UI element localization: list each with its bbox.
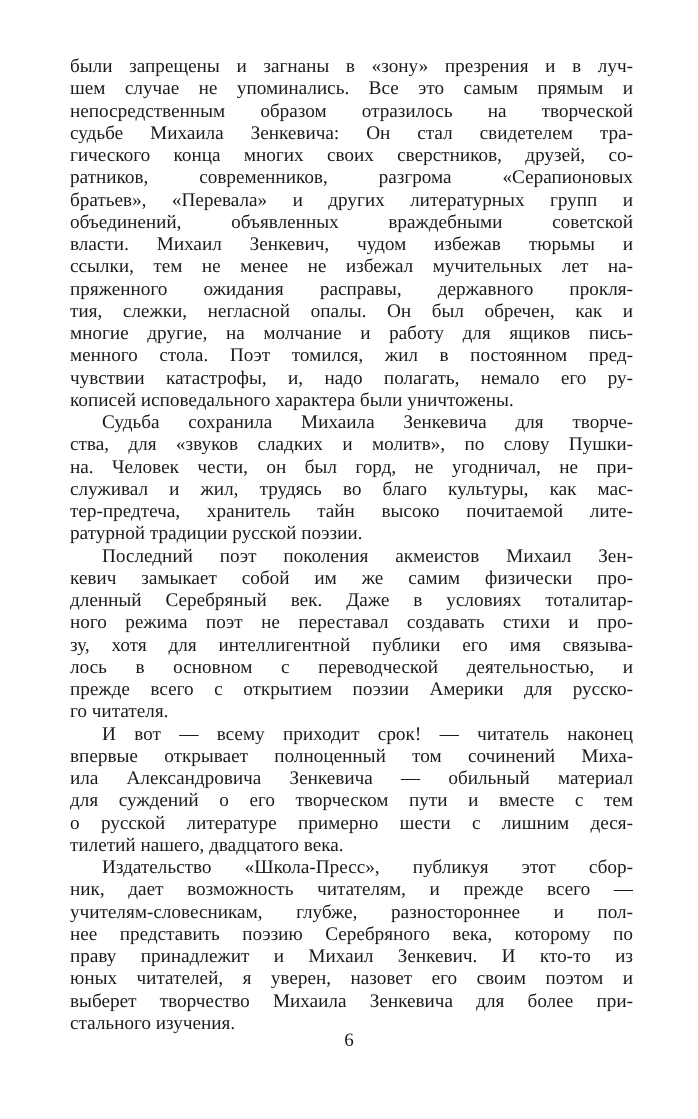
page-number: 6 bbox=[344, 1030, 354, 1051]
text-line: праву принадлежит и Михаил Зенкевич. И кто-то из bbox=[70, 946, 633, 967]
text-line: зу, хотя для интеллигентной публики его имя связыва- bbox=[70, 634, 633, 656]
text-line: гического конца многих своих сверстников, друзей, со- bbox=[70, 145, 633, 166]
text-line: ства, для «звуков сладких и молитв», по слову Пушки- bbox=[70, 434, 633, 456]
text-line: юных читателей, я уверен, назовет его своим поэтом и bbox=[70, 968, 633, 990]
text-line: дленный Серебряный век. Даже в условиях тоталитар- bbox=[70, 590, 633, 611]
text-line: го читателя. bbox=[70, 701, 169, 723]
paragraph-4 bbox=[70, 724, 633, 858]
text-line: И вот — всему приходит срок! — читатель наконец bbox=[102, 723, 633, 745]
text-line: выберет творчество Михаила Зенкевича для более при- bbox=[70, 990, 633, 1012]
text-line: для суждений о его творческом пути и вместе с тем bbox=[70, 790, 633, 812]
text-line: были запрещены и загнаны в «зону» презрения и в луч- bbox=[70, 56, 633, 77]
text-line: учителям-словесникам, глубже, разностороннее и пол- bbox=[70, 901, 633, 923]
text-line: ссылки, тем не менее не избежал мучительных лет на- bbox=[70, 256, 633, 278]
text-line: стального изучения. bbox=[70, 1012, 236, 1034]
text-line: кописей исповедального характера были уничтожены. bbox=[70, 389, 514, 411]
text-line: ила Александровича Зенкевича — обильный материал bbox=[70, 768, 633, 789]
text-line: тер-предтеча, хранитель тайн высоко почитаемой лите- bbox=[70, 501, 633, 522]
paragraph-2 bbox=[70, 412, 633, 546]
text-line: менного стола. Поэт томился, жил в постоянном пред- bbox=[70, 345, 633, 367]
text-line: ратников, современников, разгрома «Серапионовых bbox=[70, 167, 633, 189]
text-line: ратурной традиции русской поэзии. bbox=[70, 523, 363, 545]
paragraph-5 bbox=[70, 857, 633, 1035]
text-line: впервые открывает полноценный том сочинений Миха- bbox=[70, 745, 633, 767]
text-line: служивал и жил, трудясь во благо культуры, как мас- bbox=[70, 478, 633, 500]
text-line: братьев», «Перевала» и других литературных групп и bbox=[70, 189, 633, 211]
text-line: многие другие, на молчание и работу для ящиков пись- bbox=[70, 323, 633, 344]
text-line: власти. Михаил Зенкевич, чудом избежав тюрьмы и bbox=[70, 234, 633, 255]
text-line: Судьба сохранила Михаила Зенкевича для творче- bbox=[102, 412, 633, 433]
text-line: нее представить поэзию Серебряного века, которому по bbox=[70, 923, 633, 945]
text-line: Последний поэт поколения акмеистов Михаил Зен- bbox=[102, 545, 633, 567]
text-line: тия, слежки, негласной опалы. Он был обречен, как и bbox=[70, 300, 633, 322]
paragraph-3 bbox=[70, 546, 633, 724]
text-line: прежде всего с открытием поэзии Америки для русско- bbox=[70, 679, 633, 700]
text-line: судьбе Михаила Зенкевича: Он стал свидетелем тра- bbox=[70, 122, 633, 144]
text-line: шем случае не упоминались. Все это самым прямым и bbox=[70, 78, 633, 100]
text-line: лось в основном с переводческой деятельностью, и bbox=[70, 656, 633, 678]
text-line: на. Человек чести, он был горд, не угодничал, не при- bbox=[70, 456, 633, 478]
page-body bbox=[70, 56, 633, 1035]
paragraph-1 bbox=[70, 56, 633, 412]
text-line: объединений, объявленных враждебными советской bbox=[70, 211, 633, 233]
text-line: чувствии катастрофы, и, надо полагать, немало его ру- bbox=[70, 367, 633, 389]
text-line: ного режима поэт не переставал создавать стихи и про- bbox=[70, 612, 633, 634]
text-line: пряженного ожидания расправы, державного прокля- bbox=[70, 278, 633, 300]
text-line: Издательство «Школа-Пресс», публикуя этот сбор- bbox=[102, 857, 633, 878]
text-line: непосредственным образом отразилось на творческой bbox=[70, 100, 633, 122]
text-line: ник, дает возможность читателям, и прежде всего — bbox=[70, 879, 633, 901]
text-line: о русской литературе примерно шести с лишним деся- bbox=[70, 812, 633, 834]
text-line: тилетий нашего, двадцатого века. bbox=[70, 834, 344, 856]
text-line: кевич замыкает собой им же самим физически про- bbox=[70, 567, 633, 589]
